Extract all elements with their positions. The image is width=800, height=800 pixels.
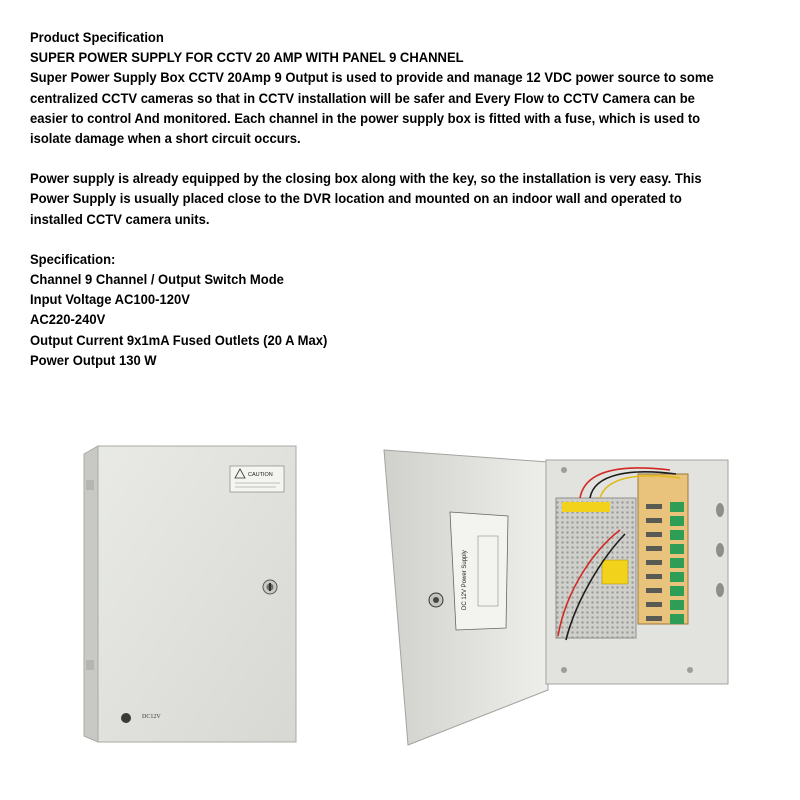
product-title: SUPER POWER SUPPLY FOR CCTV 20 AMP WITH PANEL 9 CHANNEL: [30, 49, 464, 66]
closed-box-image: [80, 440, 310, 755]
description-line: Super Power Supply Box CCTV 20Amp 9 Output is used to provide and manage 12 VDC power source to some: [30, 69, 714, 86]
spec-list: [30, 269, 728, 370]
terminal-blocks: [670, 502, 684, 624]
door-label-text: DC 12V Power Supply: [462, 550, 468, 610]
warning-sticker: [602, 560, 628, 584]
description: [30, 67, 728, 148]
heading: Product Specification: [30, 29, 164, 45]
dc-port-label: DC12V: [142, 714, 161, 720]
dc-port-icon: [121, 713, 131, 723]
mount-hole: [687, 667, 693, 673]
door-diagram-label: [450, 512, 508, 630]
spec-line: Input Voltage AC100-120V: [30, 291, 190, 308]
spec-line: Power Output 130 W: [30, 351, 157, 368]
caution-text: CAUTION: [248, 472, 273, 478]
installation-line: installed CCTV camera units.: [30, 210, 210, 227]
installation-paragraph: [30, 168, 728, 229]
description-line: easier to control And monitored. Each channel in the power supply box is fitted with a fuse, which is used to: [30, 109, 701, 126]
installation-line: Power supply is already equipped by the closing box along with the key, so the installation is very easy. This: [30, 170, 702, 187]
door-lock-icon: [429, 593, 443, 607]
spec-line: AC220-240V: [30, 311, 106, 328]
fuses: [646, 504, 662, 621]
description-line: centralized CCTV cameras so that in CCTV installation will be safer and Every Flow to CCTV Camera can be: [30, 89, 695, 106]
warning-sticker: [562, 502, 610, 512]
product-text: [30, 27, 728, 370]
mount-hole: [561, 467, 567, 473]
key-lock-icon: [263, 580, 277, 594]
spec-heading: Specification:: [30, 250, 116, 267]
mount-hole: [561, 667, 567, 673]
spec-line: Channel 9 Channel / Output Switch Mode: [30, 271, 284, 288]
caution-label: [230, 466, 284, 492]
open-box-image: [380, 440, 740, 755]
knockout: [86, 480, 94, 490]
spec-line: Output Current 9x1mA Fused Outlets (20 A Max): [30, 331, 328, 348]
installation-line: Power Supply is usually placed close to the DVR location and mounted on an indoor wall and operated to: [30, 190, 682, 207]
description-line: isolate damage when a short circuit occurs.: [30, 130, 301, 147]
cabinet-side: [84, 446, 98, 742]
knockout: [86, 660, 94, 670]
